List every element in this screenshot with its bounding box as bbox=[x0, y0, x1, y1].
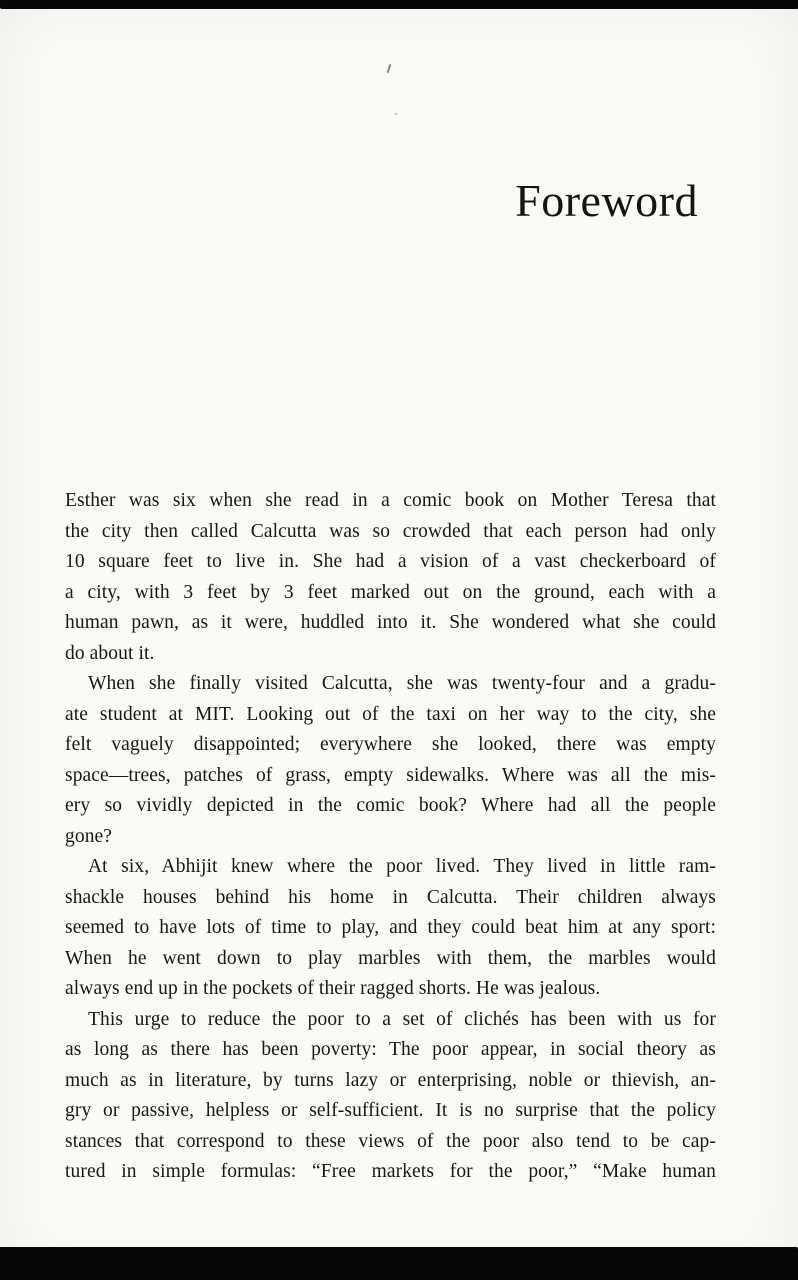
scan-artifact-speck bbox=[395, 113, 397, 115]
text-line: a city, with 3 feet by 3 feet marked out on the ground, each with a bbox=[65, 581, 716, 603]
text-line: stances that correspond to these views of the poor also tend to be cap- bbox=[65, 1130, 716, 1152]
text-line: human pawn, as it were, huddled into it. She wondered what she could bbox=[65, 612, 716, 633]
text-line: At six, Abhijit knew where the poor lived. They lived in little ram- bbox=[88, 856, 716, 877]
text-line: When he went down to play marbles with them, the marbles would bbox=[65, 947, 716, 969]
text-line: Esther was six when she read in a comic book on Mother Teresa that bbox=[65, 490, 716, 511]
scan-edge-top bbox=[0, 0, 798, 9]
text-line: When she finally visited Calcutta, she was twenty-four and a gradu- bbox=[88, 673, 716, 694]
page-title: Foreword bbox=[515, 175, 698, 226]
text-line: felt vaguely disappointed; everywhere she looked, there was empty bbox=[65, 734, 716, 755]
text-line: much as in literature, by turns lazy or enterprising, noble or thievish, an- bbox=[65, 1069, 716, 1091]
text-line: tured in simple formulas: “Free markets for the poor,” “Make human bbox=[65, 1161, 716, 1182]
text-line: space—trees, patches of grass, empty sidewalks. Where was all the mis- bbox=[65, 764, 716, 786]
text-line: ery so vividly depicted in the comic book? Where had all the people bbox=[65, 795, 716, 816]
text-line: always end up in the pockets of their ragged shorts. He was jealous. bbox=[65, 978, 601, 999]
text-line: 10 square feet to live in. She had a vision of a vast checkerboard of bbox=[65, 551, 716, 572]
text-line: This urge to reduce the poor to a set of clichés has been with us for bbox=[88, 1008, 716, 1030]
text-line: do about it. bbox=[65, 642, 155, 664]
paragraph bbox=[65, 852, 716, 1005]
text-line: seemed to have lots of time to play, and they could beat him at any sport: bbox=[65, 917, 716, 938]
text-line: gone? bbox=[65, 825, 113, 847]
text-line: shackle houses behind his home in Calcutta. Their children always bbox=[65, 886, 716, 908]
paragraph bbox=[65, 486, 716, 669]
text-line: as long as there has been poverty: The poor appear, in social theory as bbox=[65, 1039, 716, 1060]
text-line: the city then called Calcutta was so crowded that each person had only bbox=[65, 520, 716, 542]
paragraph bbox=[65, 669, 716, 852]
text-line: ate student at MIT. Looking out of the taxi on her way to the city, she bbox=[65, 703, 716, 725]
text-line: gry or passive, helpless or self-sufficient. It is no surprise that the policy bbox=[65, 1100, 716, 1121]
paragraph bbox=[65, 1005, 716, 1188]
body-text bbox=[65, 486, 716, 1188]
scan-edge-bottom bbox=[0, 1247, 798, 1280]
scan-artifact-mark bbox=[387, 64, 391, 73]
